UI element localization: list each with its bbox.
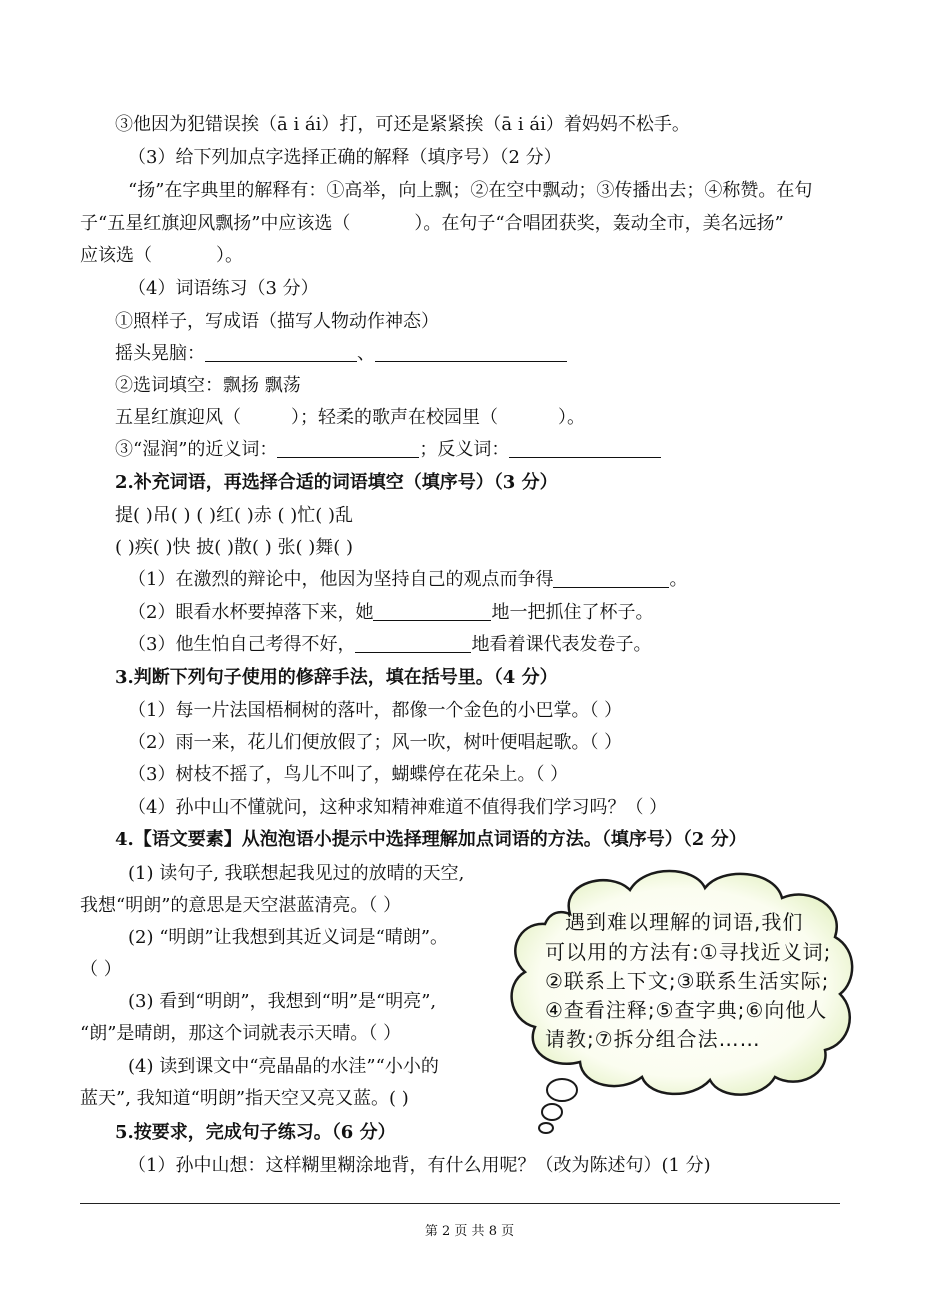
q1-exercise3-text-b: ；反义词： [419,439,510,460]
q5-sentence1: （1）孙中山想：这样糊里糊涂地背，有什么用呢？（改为陈述句）(1 分) [128,1155,711,1176]
q1-yang-line2 [80,212,784,236]
q1-sub3-title: （3）给下列加点字选择正确的解释（填序号）（2 分） [128,147,562,168]
q4-item3-line2: “朗”是晴朗，那这个词就表示天晴。（ ） [80,1023,402,1044]
q4-item3-line1: (3) 看到“明朗”，我想到“明”是“明亮”, [128,991,437,1012]
answer-blank[interactable] [355,634,471,653]
q3-sentence4: （4）孙中山不懂就问，这种求知精神难道不值得我们学习吗？（ ） [128,797,668,818]
q1-exercise1-answer [115,342,567,366]
q1-exercise2-text-b: ）；轻柔的歌声在校园里（ [291,407,498,428]
q2-sentence1-text-a: （1）在激烈的辩论中，他因为坚持自己的观点而争得 [128,569,554,590]
q1-exercise1: ①照样子，写成语（描写人物动作神态） [115,311,439,332]
q4-item2-line2: （ ） [80,959,122,980]
q4-title: 4.【语文要素】从泡泡语小提示中选择理解加点词语的方法。（填序号）（2 分） [115,829,747,850]
q2-sentence1 [128,568,687,592]
q1-exercise1-sep: 、 [357,343,375,364]
q1-yang-line3-text-b: ）。 [216,245,243,266]
q2-sentence3-text-a: （3）他生怕自己考得不好， [128,634,356,655]
q1-exercise2-fill [115,406,585,430]
answer-blank[interactable] [205,343,357,362]
q1-yang-line2-text-b: ）。在句子“合唱团获奖，轰动全市，美名远扬” [414,213,784,234]
q4-item1-line1: (1) 读句子, 我联想起我见过的放晴的天空, [128,863,465,884]
q3-title: 3.判断下列句子使用的修辞手法，填在括号里。（4 分） [115,667,558,688]
q1-exercise2-text-a: 五星红旗迎风（ [115,407,241,428]
q1-yang-line3 [80,244,243,268]
q1-exercise3-text-a: ③“湿润”的近义词： [115,439,278,460]
q1-line-ai: ③他因为犯错误挨（ā i ái）打，可还是紧紧挨（ā i ái）着妈妈不松手。 [115,114,690,135]
thought-bubble [500,862,860,1142]
q5-title: 5.按要求，完成句子练习。（6 分） [115,1122,396,1143]
q4-item4-line2: 蓝天”, 我知道“明朗”指天空又亮又蓝。( ) [80,1088,409,1109]
q2-sentence1-text-b: 。 [669,569,688,590]
q2-word-row1: 提( )吊( ) ( )红( )赤 ( )忙( )乱 [115,505,354,526]
q2-sentence2-text-b: 地一把抓住了杯子。 [491,602,654,623]
q1-exercise2-text-c: ）。 [558,407,585,428]
q2-title: 2.补充词语，再选择合适的词语填空（填序号）（3 分） [115,472,558,493]
q3-sentence2: （2）雨一来，花儿们便放假了；风一吹，树叶便唱起歌。（ ） [128,732,623,753]
q3-sentence1: （1）每一片法国梧桐树的落叶，都像一个金色的小巴掌。（ ） [128,700,623,721]
bubble-line4: ④查看注释;⑤查字典;⑥向他人 [545,998,828,1022]
q1-yang-line3-text-a: 应该选（ [80,245,152,266]
q2-sentence2-text-a: （2）眼看水杯要掉落下来，她 [128,602,374,623]
footer-divider [80,1203,840,1204]
q2-sentence3-text-b: 地看着课代表发卷子。 [471,634,652,655]
q1-yang-definition: “扬”在字典里的解释有：①高举，向上飘；②在空中飘动；③传播出去；④称赞。在句 [128,180,813,201]
q1-exercise2: ②选词填空：飘扬 飘荡 [115,375,301,396]
answer-blank[interactable] [375,343,567,362]
answer-blank[interactable] [373,602,491,621]
answer-blank[interactable] [509,439,661,458]
answer-blank[interactable] [553,569,669,588]
q1-exercise3 [115,438,661,462]
q1-yang-line2-text-a: 子“五星红旗迎风飘扬”中应该选（ [80,213,351,234]
answer-blank[interactable] [277,439,419,458]
bubble-line5: 请教;⑦拆分组合法…… [545,1027,761,1051]
bubble-line2: 可以用的方法有:①寻找近义词; [545,940,832,964]
q4-item1-line2: 我想“明朗”的意思是天空湛蓝清亮。（ ） [80,895,402,916]
q4-item2-line1: (2) “明朗”让我想到其近义词是“晴朗”。 [128,927,449,948]
q1-sub4-title: （4）词语练习（3 分） [128,278,319,299]
page-number: 第 2 页 共 8 页 [424,1224,515,1239]
q2-sentence2 [128,601,653,625]
bubble-line1: 遇到难以理解的词语,我们 [565,910,804,934]
q3-sentence3: （3）树枝不摇了，鸟儿不叫了，蝴蝶停在花朵上。（ ） [128,764,569,785]
q1-exercise1-label: 摇头晃脑： [115,343,205,364]
q2-word-row2: ( )疾( )快 披( )散( ) 张( )舞( ) [115,537,354,558]
bubble-line3: ②联系上下文;③联系生活实际; [545,969,830,993]
q2-sentence3 [128,633,651,657]
q4-item4-line1: (4) 读到课文中“亮晶晶的水洼”“小小的 [128,1056,439,1077]
